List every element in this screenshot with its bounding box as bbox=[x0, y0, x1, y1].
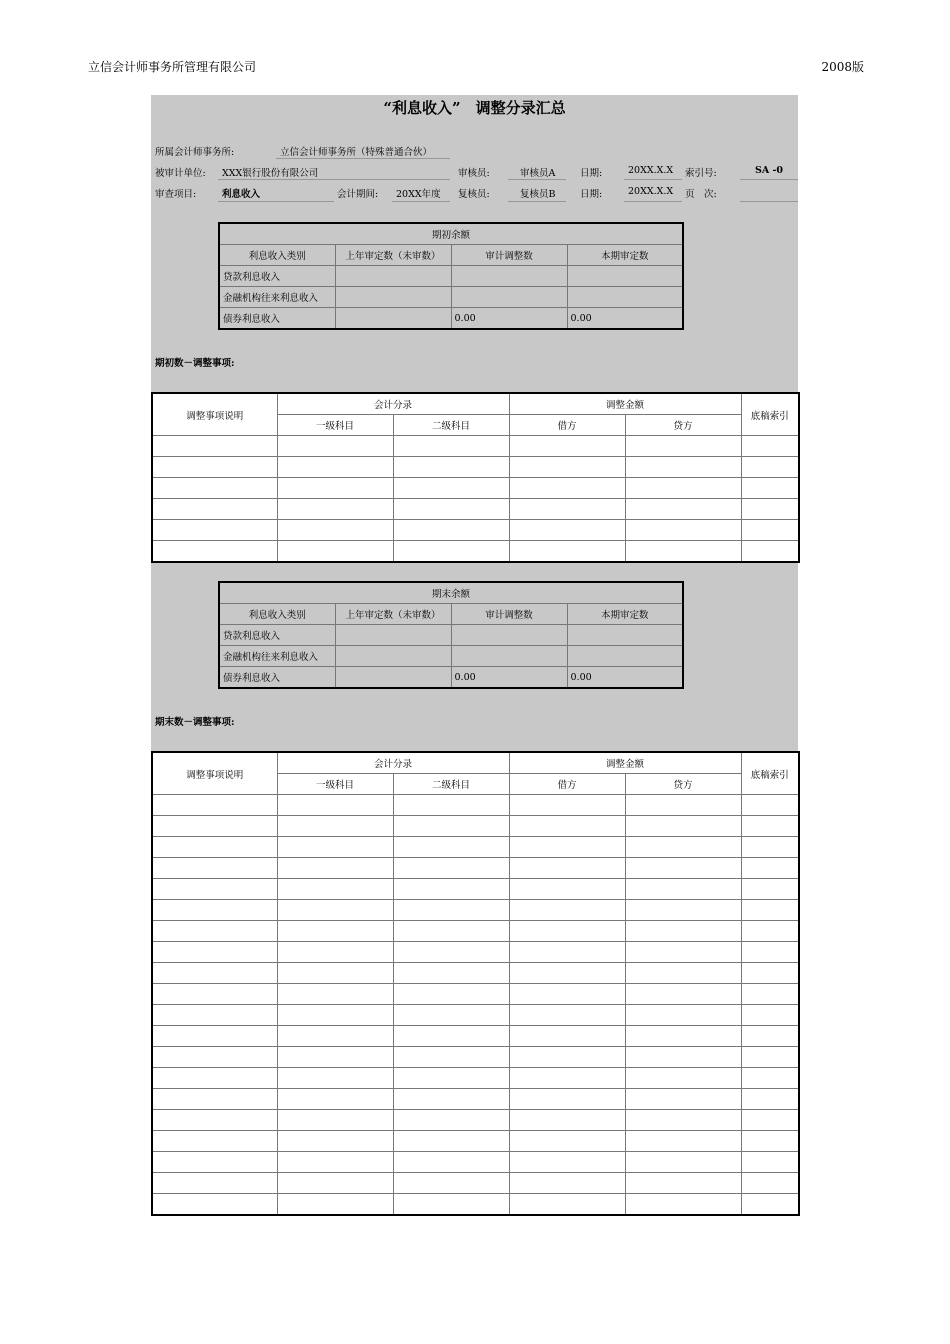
header-prior-year: 上年审定数（未审数） bbox=[335, 245, 451, 266]
table-cell[interactable] bbox=[335, 667, 451, 689]
table-row bbox=[152, 457, 799, 478]
table-cell[interactable] bbox=[393, 520, 509, 541]
table-row bbox=[152, 1173, 799, 1194]
table-cell[interactable] bbox=[509, 436, 625, 457]
table-row bbox=[152, 900, 799, 921]
table-cell[interactable] bbox=[567, 625, 683, 646]
opening-caption: 期初余额 bbox=[219, 223, 683, 245]
table-cell[interactable] bbox=[393, 858, 509, 879]
table-cell[interactable] bbox=[277, 1026, 393, 1047]
table-cell[interactable] bbox=[393, 900, 509, 921]
closing-adjustments-table bbox=[151, 751, 800, 1216]
table-cell[interactable] bbox=[393, 1152, 509, 1173]
date2-value: 20XX.X.X bbox=[628, 186, 674, 197]
table-cell[interactable] bbox=[393, 478, 509, 499]
opening-adjustment-label: 期初数－调整事项: bbox=[155, 358, 235, 369]
firm-value: 立信会计师事务所（特殊普通合伙） bbox=[280, 147, 433, 158]
table-cell[interactable] bbox=[393, 921, 509, 942]
header-credit: 贷方 bbox=[625, 415, 741, 436]
table-cell[interactable] bbox=[277, 1194, 393, 1216]
table-cell[interactable] bbox=[625, 436, 741, 457]
table-cell[interactable] bbox=[277, 1005, 393, 1026]
table-cell[interactable] bbox=[625, 478, 741, 499]
period-value: 20XX年度 bbox=[396, 189, 441, 200]
table-cell[interactable] bbox=[625, 900, 741, 921]
table-cell[interactable] bbox=[625, 1005, 741, 1026]
header-journal-entry: 会计分录 bbox=[277, 752, 509, 774]
table-cell[interactable] bbox=[741, 795, 799, 816]
date-value: 20XX.X.X bbox=[628, 165, 674, 176]
table-cell[interactable] bbox=[335, 625, 451, 646]
reviewer-underline bbox=[508, 179, 566, 180]
table-cell[interactable] bbox=[509, 1194, 625, 1216]
table-cell[interactable] bbox=[509, 1005, 625, 1026]
table-row bbox=[152, 795, 799, 816]
table-row bbox=[152, 963, 799, 984]
firm-name: 立信会计师事务所管理有限公司 bbox=[88, 60, 257, 74]
table-cell[interactable] bbox=[152, 837, 277, 858]
table-cell[interactable] bbox=[277, 795, 393, 816]
opening-adjustments-table bbox=[151, 392, 800, 563]
table-row bbox=[152, 1005, 799, 1026]
table-cell[interactable] bbox=[277, 942, 393, 963]
table-cell[interactable] bbox=[741, 1131, 799, 1152]
table-cell[interactable] bbox=[625, 1131, 741, 1152]
header-adjustment: 审计调整数 bbox=[451, 245, 567, 266]
table-cell[interactable] bbox=[741, 879, 799, 900]
table-cell[interactable] bbox=[393, 795, 509, 816]
table-cell[interactable] bbox=[152, 1110, 277, 1131]
table-cell[interactable] bbox=[625, 816, 741, 837]
table-row bbox=[152, 816, 799, 837]
table-cell[interactable] bbox=[393, 879, 509, 900]
table-cell[interactable] bbox=[509, 942, 625, 963]
table-cell[interactable] bbox=[451, 287, 567, 308]
table-cell[interactable] bbox=[741, 963, 799, 984]
table-cell[interactable] bbox=[152, 478, 277, 499]
table-cell[interactable] bbox=[509, 879, 625, 900]
table-cell[interactable] bbox=[152, 921, 277, 942]
date-underline bbox=[624, 179, 682, 180]
table-cell[interactable] bbox=[509, 457, 625, 478]
table-row bbox=[219, 646, 683, 667]
table-cell[interactable] bbox=[152, 520, 277, 541]
table-cell[interactable] bbox=[277, 837, 393, 858]
table-cell[interactable] bbox=[509, 900, 625, 921]
table-cell[interactable] bbox=[509, 984, 625, 1005]
table-cell[interactable] bbox=[741, 1152, 799, 1173]
row-category: 贷款利息收入 bbox=[219, 266, 335, 287]
table-row bbox=[152, 1047, 799, 1068]
client-underline bbox=[218, 179, 450, 180]
table-cell[interactable] bbox=[393, 1194, 509, 1216]
page-underline bbox=[740, 201, 798, 202]
closing-balance-table bbox=[218, 581, 684, 689]
table-row bbox=[152, 942, 799, 963]
firm-label: 所属会计师事务所: bbox=[155, 147, 235, 158]
table-row bbox=[152, 984, 799, 1005]
table-cell[interactable] bbox=[625, 921, 741, 942]
table-cell[interactable] bbox=[625, 1110, 741, 1131]
table-cell[interactable] bbox=[152, 879, 277, 900]
table-cell[interactable] bbox=[625, 499, 741, 520]
header-adjustment-amount: 调整金额 bbox=[509, 393, 741, 415]
table-cell[interactable] bbox=[152, 795, 277, 816]
table-cell[interactable] bbox=[335, 287, 451, 308]
table-cell[interactable] bbox=[152, 499, 277, 520]
opening-adjustment-rows bbox=[152, 436, 799, 563]
table-cell[interactable] bbox=[152, 436, 277, 457]
table-cell[interactable] bbox=[741, 816, 799, 837]
header-adjustment-amount: 调整金额 bbox=[509, 752, 741, 774]
table-cell[interactable] bbox=[393, 1047, 509, 1068]
table-cell[interactable] bbox=[393, 1110, 509, 1131]
table-cell[interactable] bbox=[451, 646, 567, 667]
table-cell[interactable] bbox=[741, 457, 799, 478]
table-cell[interactable] bbox=[277, 541, 393, 563]
header-current: 本期审定数 bbox=[567, 245, 683, 266]
table-cell[interactable] bbox=[741, 520, 799, 541]
table-cell[interactable] bbox=[277, 1047, 393, 1068]
table-cell[interactable] bbox=[625, 1173, 741, 1194]
table-cell[interactable] bbox=[625, 1068, 741, 1089]
table-cell[interactable] bbox=[277, 478, 393, 499]
table-cell[interactable] bbox=[277, 1173, 393, 1194]
table-row bbox=[219, 625, 683, 646]
table-cell[interactable] bbox=[335, 266, 451, 287]
table-cell[interactable] bbox=[625, 858, 741, 879]
index-value: SA -0 bbox=[754, 165, 784, 176]
table-row bbox=[219, 287, 683, 308]
table-row bbox=[152, 1131, 799, 1152]
table-cell[interactable] bbox=[509, 499, 625, 520]
table-cell[interactable] bbox=[509, 837, 625, 858]
table-cell[interactable] bbox=[509, 858, 625, 879]
table-row bbox=[152, 1110, 799, 1131]
table-row bbox=[152, 520, 799, 541]
table-row bbox=[219, 667, 683, 689]
reviewer-label: 审核员: bbox=[458, 168, 490, 179]
page-title: “利息收入” 调整分录汇总 bbox=[383, 99, 566, 117]
table-row bbox=[152, 1194, 799, 1216]
table-cell[interactable] bbox=[625, 837, 741, 858]
table-cell[interactable] bbox=[393, 1005, 509, 1026]
item-label: 审查项目: bbox=[155, 189, 197, 200]
table-cell[interactable] bbox=[152, 541, 277, 563]
table-cell[interactable] bbox=[277, 1131, 393, 1152]
table-cell[interactable] bbox=[509, 1152, 625, 1173]
item-value: 利息收入 bbox=[222, 189, 261, 200]
table-cell[interactable]: 0.00 bbox=[451, 308, 567, 330]
table-cell[interactable] bbox=[277, 457, 393, 478]
closing-adjustment-label: 期末数－调整事项: bbox=[155, 717, 235, 728]
table-cell[interactable] bbox=[509, 1173, 625, 1194]
table-cell[interactable] bbox=[741, 1173, 799, 1194]
closing-caption: 期末余额 bbox=[219, 582, 683, 604]
table-cell[interactable] bbox=[509, 963, 625, 984]
item-underline bbox=[218, 201, 334, 202]
table-row bbox=[152, 1068, 799, 1089]
table-cell[interactable] bbox=[152, 984, 277, 1005]
table-cell[interactable] bbox=[393, 1089, 509, 1110]
header-current: 本期审定数 bbox=[567, 604, 683, 625]
table-cell[interactable] bbox=[741, 858, 799, 879]
table-cell[interactable] bbox=[567, 266, 683, 287]
table-cell[interactable] bbox=[625, 457, 741, 478]
table-cell[interactable] bbox=[509, 816, 625, 837]
table-cell[interactable] bbox=[152, 942, 277, 963]
header-level1-account: 一级科目 bbox=[277, 774, 393, 795]
table-cell[interactable] bbox=[509, 520, 625, 541]
firm-underline bbox=[276, 158, 450, 159]
opening-balance-table bbox=[218, 222, 684, 330]
table-cell[interactable] bbox=[393, 457, 509, 478]
period-label: 会计期间: bbox=[337, 189, 379, 200]
table-cell[interactable] bbox=[393, 816, 509, 837]
table-cell[interactable] bbox=[393, 1173, 509, 1194]
table-cell[interactable] bbox=[277, 984, 393, 1005]
row-category: 债券利息收入 bbox=[219, 667, 335, 689]
table-cell[interactable] bbox=[393, 963, 509, 984]
client-value: XXX银行股份有限公司 bbox=[222, 168, 319, 179]
reviewer-value: 审核员A bbox=[520, 168, 556, 179]
row-category: 贷款利息收入 bbox=[219, 625, 335, 646]
table-cell[interactable] bbox=[277, 436, 393, 457]
table-row bbox=[152, 858, 799, 879]
table-row bbox=[152, 1026, 799, 1047]
client-label: 被审计单位: bbox=[155, 168, 206, 179]
table-cell[interactable] bbox=[741, 984, 799, 1005]
header-category: 利息收入类别 bbox=[219, 604, 335, 625]
table-cell[interactable] bbox=[741, 837, 799, 858]
period-underline bbox=[392, 201, 450, 202]
table-row bbox=[152, 879, 799, 900]
table-cell[interactable] bbox=[741, 1110, 799, 1131]
table-cell[interactable] bbox=[625, 1026, 741, 1047]
table-row bbox=[152, 921, 799, 942]
index-label: 索引号: bbox=[685, 168, 717, 179]
table-cell[interactable] bbox=[509, 1131, 625, 1152]
table-cell[interactable] bbox=[567, 287, 683, 308]
table-row bbox=[152, 436, 799, 457]
table-cell[interactable] bbox=[451, 266, 567, 287]
table-cell[interactable] bbox=[509, 1068, 625, 1089]
table-cell[interactable] bbox=[277, 1089, 393, 1110]
table-cell[interactable] bbox=[509, 921, 625, 942]
table-cell[interactable] bbox=[152, 1089, 277, 1110]
table-cell[interactable] bbox=[277, 900, 393, 921]
row-category: 债券利息收入 bbox=[219, 308, 335, 330]
table-cell[interactable] bbox=[152, 1131, 277, 1152]
rereviewer-value: 复核员B bbox=[520, 189, 556, 200]
table-cell[interactable] bbox=[741, 900, 799, 921]
table-cell[interactable] bbox=[277, 520, 393, 541]
table-cell[interactable] bbox=[152, 1047, 277, 1068]
table-row bbox=[152, 499, 799, 520]
table-cell[interactable] bbox=[335, 308, 451, 330]
table-cell[interactable] bbox=[152, 1026, 277, 1047]
table-cell[interactable] bbox=[152, 1005, 277, 1026]
table-cell[interactable] bbox=[277, 1152, 393, 1173]
table-cell[interactable] bbox=[335, 646, 451, 667]
table-cell[interactable] bbox=[509, 1047, 625, 1068]
table-cell[interactable] bbox=[277, 921, 393, 942]
header-category: 利息收入类别 bbox=[219, 245, 335, 266]
table-cell[interactable] bbox=[152, 900, 277, 921]
table-cell[interactable] bbox=[741, 1026, 799, 1047]
table-cell[interactable] bbox=[625, 879, 741, 900]
table-cell[interactable] bbox=[625, 1152, 741, 1173]
header-level1-account: 一级科目 bbox=[277, 415, 393, 436]
table-cell[interactable] bbox=[741, 1068, 799, 1089]
table-cell[interactable] bbox=[393, 436, 509, 457]
table-cell[interactable] bbox=[152, 1068, 277, 1089]
table-cell[interactable] bbox=[393, 1131, 509, 1152]
index-underline bbox=[740, 179, 798, 180]
table-cell[interactable] bbox=[509, 478, 625, 499]
table-cell[interactable] bbox=[393, 942, 509, 963]
date-label: 日期: bbox=[580, 168, 603, 179]
table-cell[interactable] bbox=[393, 541, 509, 563]
date2-underline bbox=[624, 201, 682, 202]
header-adjustment: 审计调整数 bbox=[451, 604, 567, 625]
table-cell[interactable] bbox=[741, 942, 799, 963]
header-debit: 借方 bbox=[509, 774, 625, 795]
table-cell[interactable] bbox=[625, 520, 741, 541]
table-cell[interactable] bbox=[393, 1026, 509, 1047]
table-row bbox=[152, 478, 799, 499]
table-cell[interactable]: 0.00 bbox=[567, 667, 683, 689]
table-cell[interactable] bbox=[393, 1068, 509, 1089]
table-cell[interactable] bbox=[152, 816, 277, 837]
table-cell[interactable] bbox=[625, 795, 741, 816]
table-cell[interactable] bbox=[393, 984, 509, 1005]
table-cell[interactable] bbox=[741, 499, 799, 520]
table-cell[interactable] bbox=[741, 1194, 799, 1216]
table-cell[interactable] bbox=[509, 1026, 625, 1047]
table-cell[interactable] bbox=[277, 1068, 393, 1089]
table-row bbox=[219, 266, 683, 287]
table-cell[interactable] bbox=[152, 457, 277, 478]
table-cell[interactable] bbox=[277, 816, 393, 837]
header-description: 调整事项说明 bbox=[152, 752, 277, 795]
table-cell[interactable] bbox=[567, 646, 683, 667]
table-cell[interactable] bbox=[509, 1089, 625, 1110]
table-cell[interactable] bbox=[625, 541, 741, 563]
table-cell[interactable] bbox=[741, 1089, 799, 1110]
table-cell[interactable] bbox=[152, 1194, 277, 1216]
table-cell[interactable] bbox=[451, 625, 567, 646]
table-cell[interactable] bbox=[152, 963, 277, 984]
table-cell[interactable] bbox=[277, 963, 393, 984]
table-row bbox=[152, 541, 799, 563]
rereviewer-underline bbox=[508, 201, 566, 202]
header-description: 调整事项说明 bbox=[152, 393, 277, 436]
table-cell[interactable] bbox=[277, 879, 393, 900]
table-cell[interactable] bbox=[509, 1110, 625, 1131]
table-cell[interactable] bbox=[625, 942, 741, 963]
header-workpaper-ref: 底稿索引 bbox=[741, 393, 799, 436]
row-category: 金融机构往来利息收入 bbox=[219, 646, 335, 667]
page-label: 页 次: bbox=[685, 189, 717, 200]
closing-adjustment-rows bbox=[152, 795, 799, 1216]
table-cell[interactable] bbox=[625, 1089, 741, 1110]
table-row bbox=[219, 308, 683, 330]
table-cell[interactable] bbox=[741, 921, 799, 942]
table-cell[interactable] bbox=[509, 795, 625, 816]
table-cell[interactable] bbox=[625, 1194, 741, 1216]
rereviewer-label: 复核员: bbox=[458, 189, 490, 200]
table-cell[interactable] bbox=[741, 478, 799, 499]
table-cell[interactable] bbox=[393, 837, 509, 858]
table-cell[interactable] bbox=[625, 984, 741, 1005]
table-cell[interactable] bbox=[625, 1047, 741, 1068]
header-journal-entry: 会计分录 bbox=[277, 393, 509, 415]
table-cell[interactable]: 0.00 bbox=[451, 667, 567, 689]
table-cell[interactable] bbox=[277, 499, 393, 520]
table-row bbox=[152, 1089, 799, 1110]
table-cell[interactable] bbox=[741, 1047, 799, 1068]
table-cell[interactable] bbox=[152, 1173, 277, 1194]
table-cell[interactable] bbox=[277, 1110, 393, 1131]
table-cell[interactable] bbox=[152, 1152, 277, 1173]
table-cell[interactable] bbox=[277, 858, 393, 879]
date2-label: 日期: bbox=[580, 189, 603, 200]
row-category: 金融机构往来利息收入 bbox=[219, 287, 335, 308]
table-cell[interactable] bbox=[152, 858, 277, 879]
version-label: 2008版 bbox=[821, 60, 864, 74]
header-level2-account: 二级科目 bbox=[393, 774, 509, 795]
table-cell[interactable] bbox=[741, 1005, 799, 1026]
header-debit: 借方 bbox=[509, 415, 625, 436]
header-workpaper-ref: 底稿索引 bbox=[741, 752, 799, 795]
table-cell[interactable] bbox=[393, 499, 509, 520]
table-cell[interactable] bbox=[509, 541, 625, 563]
table-cell[interactable] bbox=[625, 963, 741, 984]
header-prior-year: 上年审定数（未审数） bbox=[335, 604, 451, 625]
table-row bbox=[152, 837, 799, 858]
table-cell[interactable] bbox=[741, 436, 799, 457]
table-cell[interactable]: 0.00 bbox=[567, 308, 683, 330]
table-row bbox=[152, 1152, 799, 1173]
table-cell[interactable] bbox=[741, 541, 799, 563]
header-credit: 贷方 bbox=[625, 774, 741, 795]
header-level2-account: 二级科目 bbox=[393, 415, 509, 436]
